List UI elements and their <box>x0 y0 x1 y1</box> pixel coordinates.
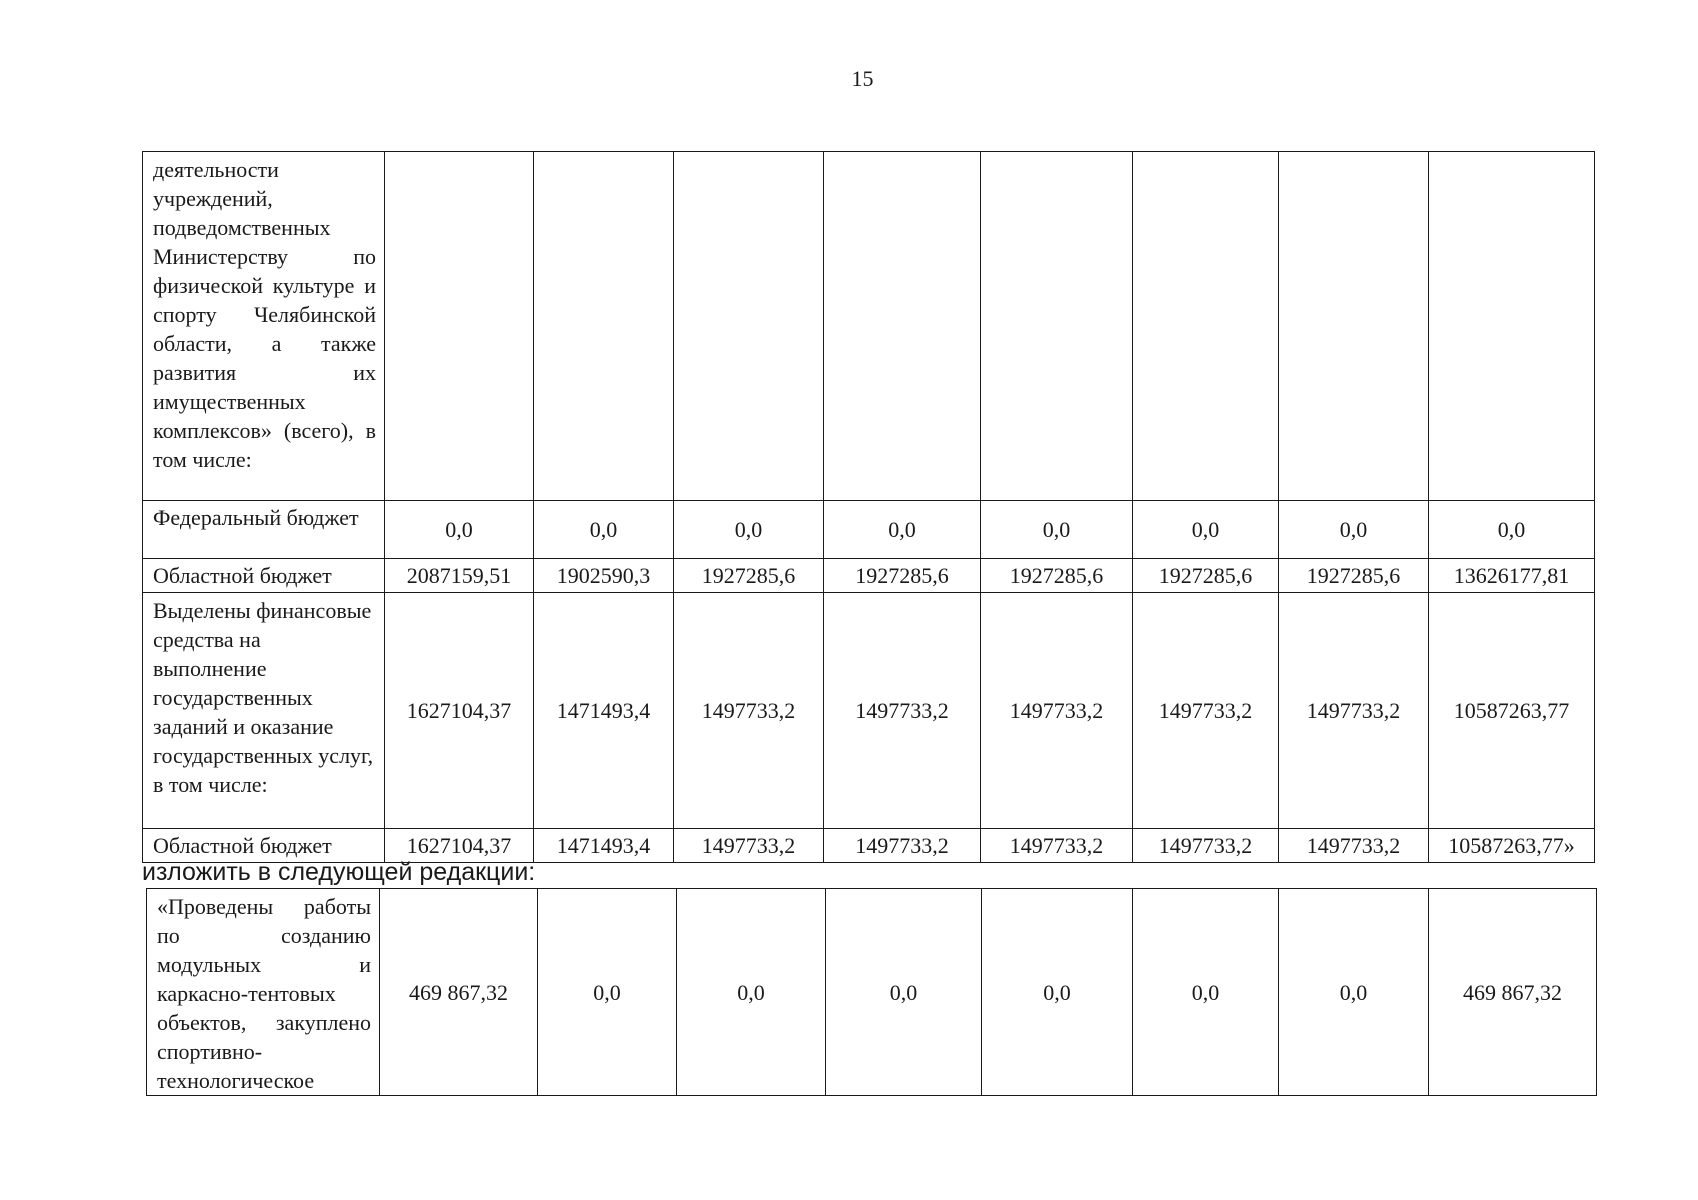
table-cell <box>1429 152 1595 501</box>
table-cell: 469 867,32 <box>380 889 538 1096</box>
table-cell: 1497733,2 <box>1133 829 1279 863</box>
table-cell: 1497733,2 <box>981 593 1133 829</box>
page-number: 15 <box>851 66 874 91</box>
table-cell <box>981 152 1133 501</box>
table-cell: 1497733,2 <box>981 829 1133 863</box>
table-cell: 1497733,2 <box>1133 593 1279 829</box>
table-cell <box>385 152 534 501</box>
table-row <box>143 501 1595 559</box>
table-cell <box>1133 152 1279 501</box>
table-cell: 0,0 <box>385 501 534 559</box>
table-cell: 1902590,3 <box>534 559 674 593</box>
table-cell: 1497733,2 <box>674 829 824 863</box>
table-cell: 0,0 <box>674 501 824 559</box>
table-cell: 0,0 <box>824 501 981 559</box>
table-cell: 1497733,2 <box>1279 593 1429 829</box>
table-cell: 0,0 <box>982 889 1133 1096</box>
table-cell: 0,0 <box>1279 501 1429 559</box>
row-label: деятельности учреждений, подведомственных Министерству по физической культуре и спорту Челябинской области, а также развития их имущественных комплексов» (всего), в том числе: <box>143 152 385 501</box>
table-cell <box>1279 152 1429 501</box>
table-cell: 1927285,6 <box>674 559 824 593</box>
table-cell: 10587263,77 <box>1429 593 1595 829</box>
table-cell: 0,0 <box>1279 889 1429 1096</box>
instruction-text: изложить в следующей редакции: <box>142 858 536 886</box>
table-row <box>143 152 1595 501</box>
table-row <box>143 593 1595 829</box>
table-cell: 0,0 <box>981 501 1133 559</box>
table-cell: 1497733,2 <box>674 593 824 829</box>
budget-table-old <box>142 151 1595 863</box>
table-cell: 10587263,77» <box>1429 829 1595 863</box>
table-cell: 469 867,32 <box>1429 889 1597 1096</box>
table-cell: 1927285,6 <box>981 559 1133 593</box>
table-cell: 0,0 <box>677 889 826 1096</box>
budget-table-new <box>146 888 1597 1096</box>
table-cell: 0,0 <box>1133 889 1279 1096</box>
table-cell: 13626177,81 <box>1429 559 1595 593</box>
table-cell: 1627104,37 <box>385 829 534 863</box>
table-cell: 0,0 <box>1133 501 1279 559</box>
table-cell: 0,0 <box>826 889 982 1096</box>
table-cell: 1497733,2 <box>824 593 981 829</box>
table-cell <box>534 152 674 501</box>
table-cell: 1497733,2 <box>1279 829 1429 863</box>
table-cell <box>824 152 981 501</box>
table-cell: 1471493,4 <box>534 829 674 863</box>
row-label: «Проведены работы по созданию модульных и каркасно-тентовых объектов, закуплено спортивно-технологическое <box>147 889 380 1096</box>
table-cell: 1927285,6 <box>1133 559 1279 593</box>
table-cell: 1627104,37 <box>385 593 534 829</box>
row-label: Федеральный бюджет <box>143 501 385 559</box>
row-label: Областной бюджет <box>143 829 385 863</box>
table-row <box>143 559 1595 593</box>
table-cell: 0,0 <box>534 501 674 559</box>
table-cell: 2087159,51 <box>385 559 534 593</box>
table-cell <box>674 152 824 501</box>
table-cell: 1927285,6 <box>1279 559 1429 593</box>
table-cell: 1471493,4 <box>534 593 674 829</box>
table-cell: 1927285,6 <box>824 559 981 593</box>
table-row <box>147 889 1597 1096</box>
table-cell: 1497733,2 <box>824 829 981 863</box>
table-cell: 0,0 <box>1429 501 1595 559</box>
row-label: Выделены финансовые средства на выполнение государственных заданий и оказание государственных услуг, в том числе: <box>143 593 385 829</box>
table-cell: 0,0 <box>538 889 677 1096</box>
row-label: Областной бюджет <box>143 559 385 593</box>
